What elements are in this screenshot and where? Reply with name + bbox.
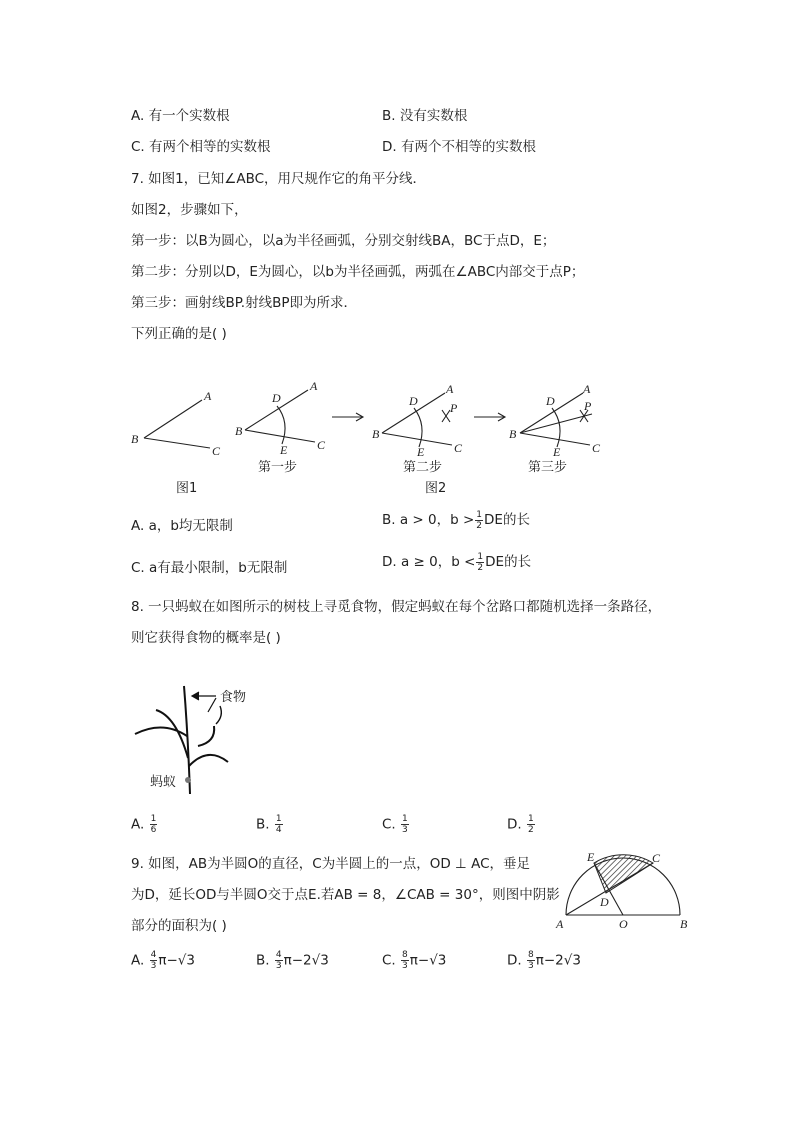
q7-line2: 如图2，步骤如下， [131, 202, 248, 218]
ant-label: 蚂蚁 [150, 775, 177, 790]
step2-caption: 第二步 [403, 460, 443, 475]
q8-option-d: D. $\frac{1}{2}$ [507, 814, 534, 835]
step3-label-a: A [583, 382, 591, 396]
q6-option-b: B. 没有实数根 [382, 108, 468, 124]
step3-label-d: D [546, 394, 555, 408]
q9-option-a: A. $\frac{4}{3}$ π−√3 [131, 950, 195, 971]
q8-stem-line1: 8. 一只蚂蚁在如图所示的树枝上寻觅食物，假定蚂蚁在每个岔路口都随机选择一条路径， [131, 599, 662, 615]
q8-option-c: C. $\frac{1}{3}$ [382, 814, 408, 835]
q9-stem-line2: 为D，延长OD与半圆O交于点E.若AB = 8，∠CAB = 30°，则图中阴影 [131, 887, 560, 903]
step1-label-a: A [310, 379, 318, 393]
q8-option-a: A. $\frac{1}{6}$ [131, 814, 157, 835]
food-label: 食物 [220, 690, 247, 705]
q9-option-c: C. $\frac{8}{3}$ π−√3 [382, 950, 447, 971]
q7-step2: 第二步：分别以D，E为圆心，以b为半径画弧，两弧在∠ABC内部交于点P； [131, 264, 585, 280]
q9-label-o: O [619, 917, 628, 931]
q7-stem: 7. 如图1，已知∠ABC，用尺规作它的角平分线． [131, 171, 427, 187]
q9-semicircle-figure [548, 848, 698, 932]
step2-label-a: A [446, 382, 454, 396]
step2-label-e: E [417, 445, 425, 459]
q7-step1: 第一步：以B为圆心，以a为半径画弧，分别交射线BA，BC于点D，E； [131, 233, 556, 249]
fig1-caption: 图1 [176, 481, 198, 496]
fig1-label-c: C [212, 444, 221, 458]
q9-label-a: A [556, 917, 564, 931]
q9-option-d: D. $\frac{8}{3}$ π−2√3 [507, 950, 581, 971]
q6-option-d: D. 有两个不相等的实数根 [382, 139, 536, 155]
fig1-label-a: A [204, 389, 212, 403]
q8-tree-figure [128, 676, 268, 798]
q7-option-b: B. a > 0，b > $\frac{1}{2}$ DE的长 [382, 509, 530, 531]
q9-label-c: C [652, 851, 661, 865]
step3-caption: 第三步 [528, 460, 568, 475]
q6-option-c: C. 有两个相等的实数根 [131, 139, 271, 155]
q7-step3: 第三步：画射线BP.射线BP即为所求． [131, 295, 357, 311]
q8-stem-line2: 则它获得食物的概率是( ) [131, 630, 281, 646]
step1-label-b: B [235, 424, 243, 438]
q7-option-d: D. a ≥ 0，b < $\frac{1}{2}$ DE的长 [382, 551, 532, 573]
step1-label-d: D [272, 391, 281, 405]
q9-stem-line1: 9. 如图，AB为半圆O的直径，C为半圆上的一点，OD ⊥ AC，垂足 [131, 856, 531, 872]
ant-icon [185, 777, 191, 783]
q7-option-a: A. a，b均无限制 [131, 518, 233, 534]
q6-option-a: A. 有一个实数根 [131, 108, 230, 124]
q9-option-b: B. $\frac{4}{3}$ π−2√3 [256, 950, 329, 971]
step3-label-c: C [592, 441, 601, 455]
step2-label-p: P [450, 401, 458, 415]
step3-label-p: P [584, 399, 592, 413]
step1-caption: 第一步 [258, 460, 298, 475]
step3-label-b: B [509, 427, 517, 441]
fig2-caption: 图2 [425, 481, 447, 496]
step1-label-c: C [317, 438, 326, 452]
q9-stem-line3: 部分的面积为( ) [131, 918, 227, 934]
q9-label-d: D [600, 895, 609, 909]
q7-question: 下列正确的是( ) [131, 326, 227, 342]
step1-label-e: E [280, 443, 288, 457]
step2-label-d: D [409, 394, 418, 408]
q9-label-b: B [680, 917, 688, 931]
fig1-label-b: B [131, 432, 139, 446]
step2-label-c: C [454, 441, 463, 455]
q8-option-b: B. $\frac{1}{4}$ [256, 814, 282, 835]
step2-label-b: B [372, 427, 380, 441]
q9-label-e: E [587, 850, 595, 864]
step3-label-e: E [553, 445, 561, 459]
q7-figure [120, 370, 620, 500]
q7-option-c: C. a有最小限制，b无限制 [131, 560, 288, 576]
